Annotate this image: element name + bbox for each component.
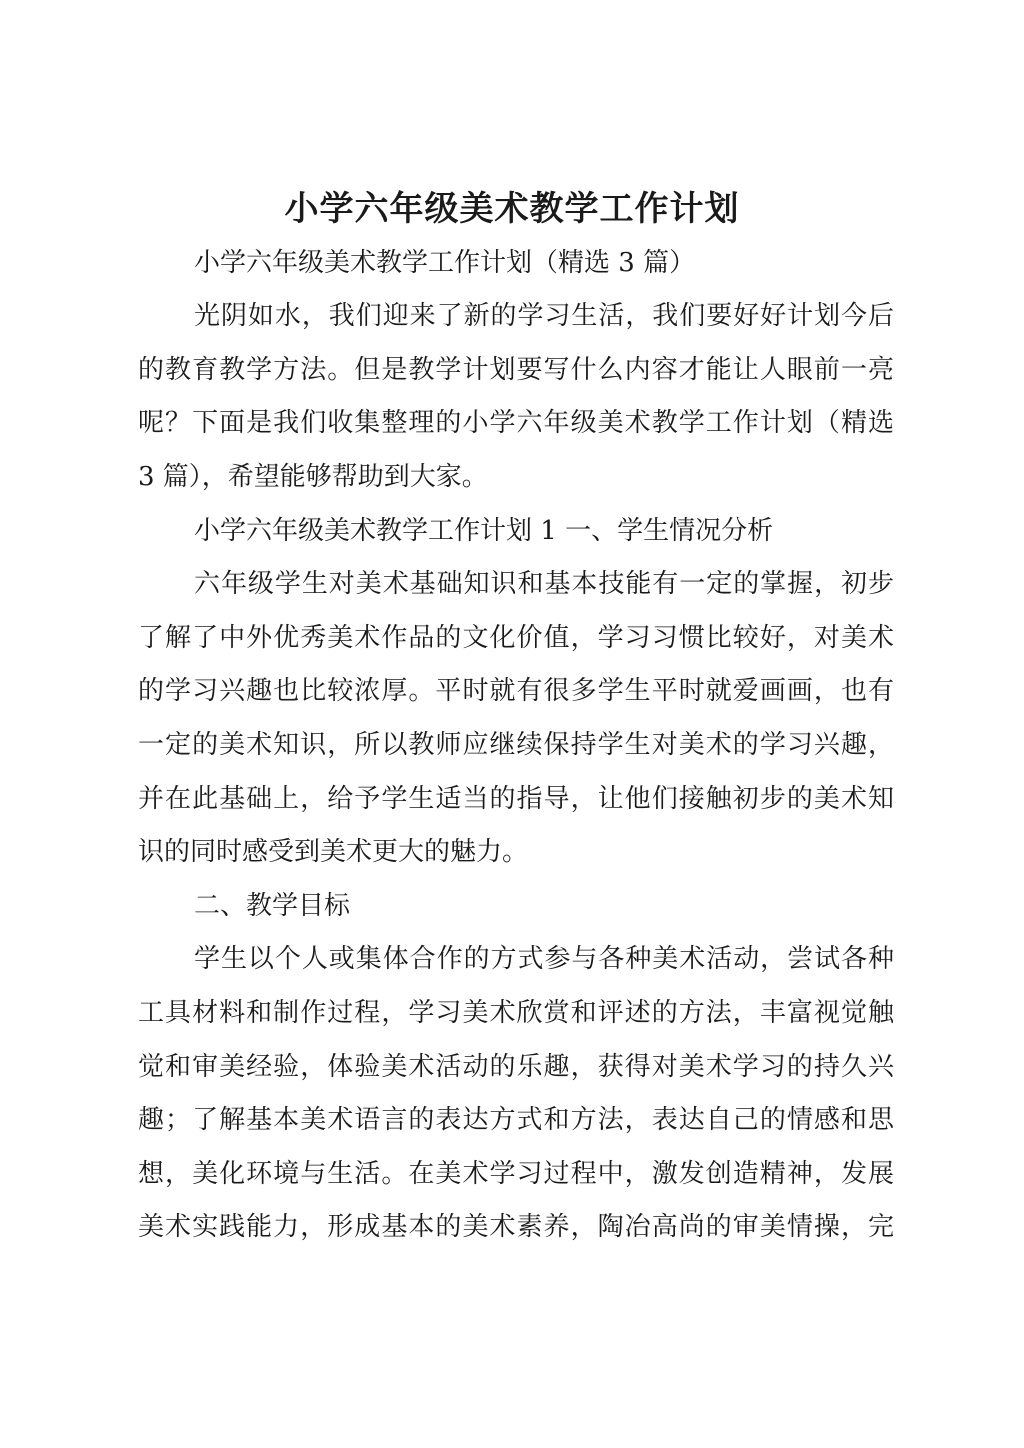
paragraph-line: 了解了中外优秀美术作品的文化价值，学习习惯比较好，对美术 bbox=[138, 623, 894, 653]
paragraph-line: 六年级学生对美术基础知识和基本技能有一定的掌握，初步 bbox=[194, 569, 894, 599]
section-heading: 小学六年级美术教学工作计划 1 一、学生情况分析 bbox=[194, 516, 774, 546]
paragraph-line: 想，美化环境与生活。在美术学习过程中，激发创造精神，发展 bbox=[138, 1159, 894, 1189]
paragraph-line: 一定的美术知识，所以教师应继续保持学生对美术的学习兴趣， bbox=[138, 730, 894, 760]
paragraph-line: 工具材料和制作过程，学习美术欣赏和评述的方法，丰富视觉触 bbox=[138, 998, 894, 1028]
paragraph-line: 光阴如水，我们迎来了新的学习生活，我们要好好计划今后 bbox=[194, 301, 894, 331]
paragraph-line: 趣；了解基本美术语言的表达方式和方法，表达自己的情感和思 bbox=[138, 1105, 894, 1135]
paragraph-line: 3 篇），希望能够帮助到大家。 bbox=[138, 462, 488, 492]
paragraph-line: 美术实践能力，形成基本的美术素养，陶冶高尚的审美情操，完 bbox=[138, 1212, 894, 1242]
paragraph-line: 识的同时感受到美术更大的魅力。 bbox=[138, 837, 529, 867]
paragraph-line: 呢？下面是我们收集整理的小学六年级美术教学工作计划（精选 bbox=[138, 408, 894, 438]
paragraph-line: 学生以个人或集体合作的方式参与各种美术活动，尝试各种 bbox=[194, 944, 894, 974]
paragraph-line: 的教育教学方法。但是教学计划要写什么内容才能让人眼前一亮 bbox=[138, 355, 894, 385]
section-heading: 二、教学目标 bbox=[194, 891, 351, 921]
document-title: 小学六年级美术教学工作计划 bbox=[284, 189, 740, 229]
paragraph-line: 并在此基础上，给予学生适当的指导，让他们接触初步的美术知 bbox=[138, 784, 894, 814]
subtitle-line: 小学六年级美术教学工作计划（精选 3 篇） bbox=[194, 248, 696, 278]
paragraph-line: 的学习兴趣也比较浓厚。平时就有很多学生平时就爱画画，也有 bbox=[138, 676, 894, 706]
paragraph-line: 觉和审美经验，体验美术活动的乐趣，获得对美术学习的持久兴 bbox=[138, 1052, 894, 1082]
